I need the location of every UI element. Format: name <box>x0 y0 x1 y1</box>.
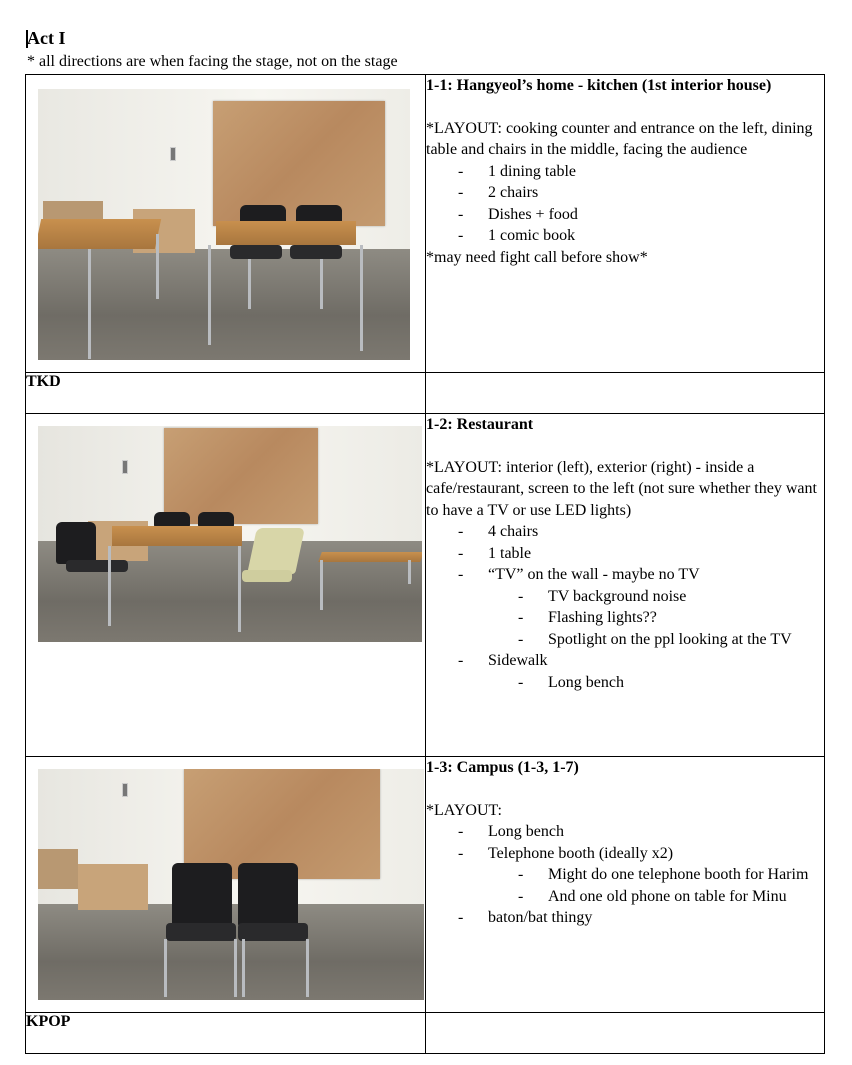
list-item: - Long bench <box>518 672 824 694</box>
list-item: - Spotlight on the ppl looking at the TV <box>518 629 824 651</box>
scene-description <box>426 757 825 1013</box>
list-item <box>458 564 824 650</box>
empty-cell <box>426 373 825 414</box>
scene-description <box>426 75 825 373</box>
kpop-label: KPOP <box>26 1013 426 1054</box>
photo-cell <box>26 757 426 1013</box>
list-item: - 2 chairs <box>458 182 824 204</box>
layout-text: *LAYOUT: <box>426 801 502 819</box>
list-item: - Dishes + food <box>458 204 824 226</box>
tkd-label: TKD <box>26 373 426 414</box>
props-list <box>426 521 824 693</box>
sidewalk-sublist <box>488 672 824 694</box>
direction-note: * all directions are when facing the stage, not on the stage <box>27 53 398 70</box>
list-item: - 1 comic book <box>458 225 824 247</box>
scene-title: 1-1: Hangyeol’s home - kitchen (1st interior house) <box>426 77 772 94</box>
list-item <box>458 650 824 693</box>
list-item: - TV background noise <box>518 586 824 608</box>
list-item: - 1 dining table <box>458 161 824 183</box>
list-item: - Might do one telephone booth for Harim <box>518 864 824 886</box>
props-list <box>426 821 824 929</box>
list-item <box>458 843 824 908</box>
scene-row <box>26 757 825 1013</box>
list-item: - 1 table <box>458 543 824 565</box>
empty-cell <box>426 1013 825 1054</box>
scene-title: 1-3: Campus (1-3, 1-7) <box>426 759 579 776</box>
scene-row <box>26 414 825 757</box>
scene-row <box>26 75 825 373</box>
tv-item-label: “TV” on the wall - maybe no TV <box>488 566 700 583</box>
sidewalk-label: Sidewalk <box>488 652 548 669</box>
list-item: - 4 chairs <box>458 521 824 543</box>
layout-text: *LAYOUT: cooking counter and entrance on the left, dining table and chairs in the middle, facing the audience <box>426 119 813 158</box>
photo-cell <box>26 414 426 757</box>
scene-description <box>426 414 825 757</box>
scene-table <box>25 74 825 1054</box>
props-list <box>426 161 824 247</box>
tv-sublist <box>488 586 824 651</box>
booth-sublist <box>488 864 824 907</box>
list-item: - baton/bat thingy <box>458 907 824 929</box>
label-row <box>26 1013 825 1054</box>
layout-text: *LAYOUT: interior (left), exterior (right) - inside a cafe/restaurant, screen to the left (not sure whether they want to have a TV or use LED lights) <box>426 458 817 519</box>
list-item: - Flashing lights?? <box>518 607 824 629</box>
photo-cell <box>26 75 426 373</box>
footnote: *may need fight call before show* <box>426 248 648 266</box>
act-title: Act I <box>27 28 66 48</box>
restaurant-photo <box>38 426 422 642</box>
label-row <box>26 373 825 414</box>
booth-item-label: Telephone booth (ideally x2) <box>488 844 674 862</box>
list-item: - Long bench <box>458 821 824 843</box>
list-item: - And one old phone on table for Minu <box>518 886 824 908</box>
kitchen-photo <box>38 89 410 360</box>
campus-photo <box>38 769 424 1000</box>
scene-title: 1-2: Restaurant <box>426 416 534 433</box>
